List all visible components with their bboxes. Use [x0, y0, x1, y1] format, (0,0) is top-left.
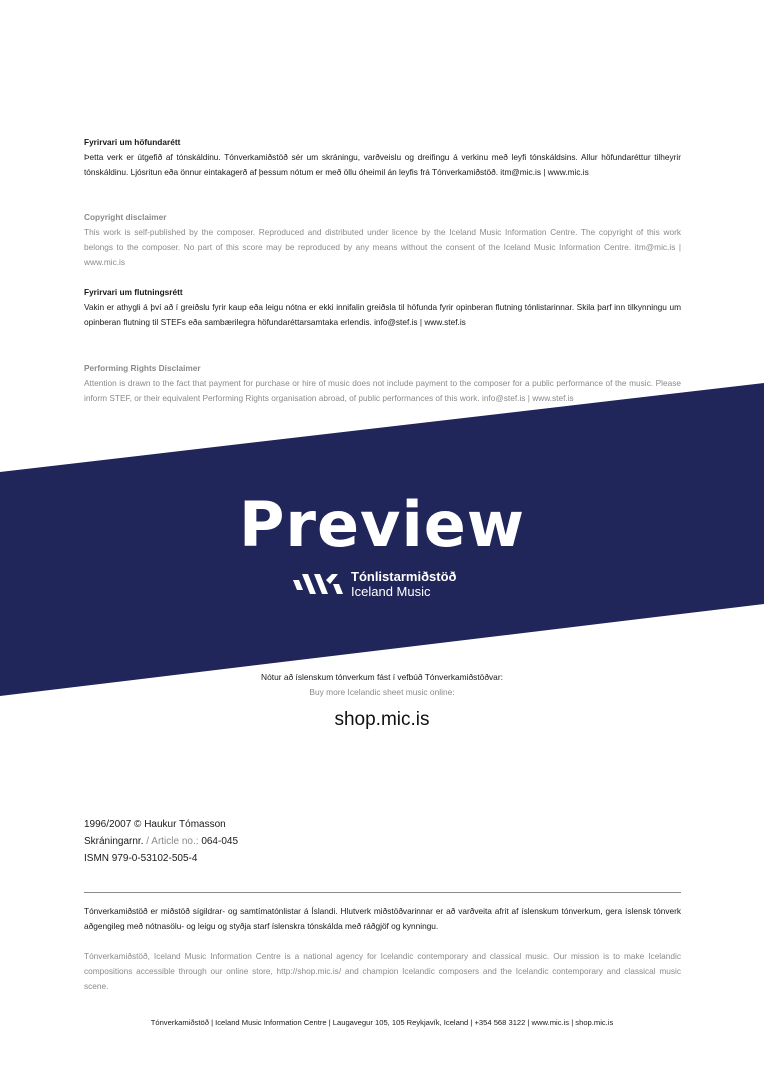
shop-url-link[interactable]: shop.mic.is: [334, 709, 430, 730]
preview-title: Preview: [238, 488, 526, 561]
iceland-music-logo-icon: [293, 570, 345, 600]
shop-line-is: Nótur að íslenskum tónverkum fást í vefbúð Tónverkamiðstöðvar:: [261, 672, 503, 682]
about-en: Tónverkamiðstöð, Iceland Music Information Centre is a national agency for Icelandic contemporary and classical music. Our mission is to make Icelandic compositions accessible through our online store, http://shop.mic.is/ and champion Icelandic composers and the Icelandic contemporary and classical music scene.: [84, 951, 681, 991]
article-label-en: Article no.:: [151, 836, 199, 847]
about-is: Tónverkamiðstöð er miðstöð sígildrar- og samtímatónlistar á Íslandi. Hlutverk miðstöðvarinnar er að varðveita afrit af íslenskum tónverkum, gera íslensk tónverk aðgengileg með nótnasölu- og leigu og styðja starf íslenskra tónskálda með ráðgjöf og kynningu.: [84, 906, 681, 931]
performing-is-body: Vakin er athygli á því að í greiðslu fyrir kaup eða leigu nótna er ekki innifalin greiðsla til höfunda fyrir opinberan flutning tónlistarinnar. Skila þarf inn tilkynningu um opinberan flutning til STEFs eða sambærilegra höfundaréttarsamtaka erlendis. info@stef.is | www.stef.is: [84, 302, 681, 327]
shop-line-en: Buy more Icelandic sheet music online:: [309, 687, 455, 697]
logo-line2: Iceland Music: [351, 584, 431, 599]
article-sep: /: [143, 836, 152, 847]
ismn-line: ISMN 979-0-53102-505-4: [84, 853, 198, 864]
logo-line1: Tónlistarmiðstöð: [351, 569, 457, 584]
copyright-is-heading: Fyrirvari um höfundarétt: [84, 137, 181, 147]
article-label-is: Skráningarnr.: [84, 836, 144, 847]
article-line: [84, 833, 238, 850]
article-number: 064-045: [201, 836, 239, 847]
performing-en-heading: Performing Rights Disclaimer: [84, 363, 201, 373]
divider: [84, 892, 681, 893]
performing-en-body: Attention is drawn to the fact that payment for purchase or hire of music does not include payment to the composer for a public performance of the music. Please inform STEF, or their equivalent Performing Rights organisation abroad, of public performances of this work. info@stef.is | www.stef.is: [84, 378, 681, 403]
copyright-en-body: This work is self-published by the composer. Reproduced and distributed under licence by the Iceland Music Information Centre. The copyright of this work belongs to the composer. No part of this score may be reproduced by any means without the consent of the Iceland Music Information Centre. itm@mic.is | www.mic.is: [84, 227, 681, 267]
performing-is-heading: Fyrirvari um flutningsrétt: [84, 287, 183, 297]
copyright-en-heading: Copyright disclaimer: [84, 212, 167, 222]
score-meta: [84, 816, 238, 867]
footer: Tónverkamiðstöð | Iceland Music Information Centre | Laugavegur 105, 105 Reykjavík, Iceland | +354 568 3122 | www.mic.is | shop.mic.is: [150, 1018, 614, 1027]
copyright-is-body: Þetta verk er útgefið af tónskáldinu. Tónverkamiðstöð sér um skráningu, varðveislu og dreifingu á verkinu með leyfi tónskáldsins. Allur höfundaréttur tilheyrir tónskáldinu. Ljósritun eða önnur eintakagerð af þessum nótum er með öllu óheimil án leyfis frá Tónverkamiðstöð. itm@mic.is | www.mic.is: [84, 152, 681, 177]
copyright-line: 1996/2007 © Haukur Tómasson: [84, 819, 226, 830]
logo-text: [351, 569, 456, 599]
